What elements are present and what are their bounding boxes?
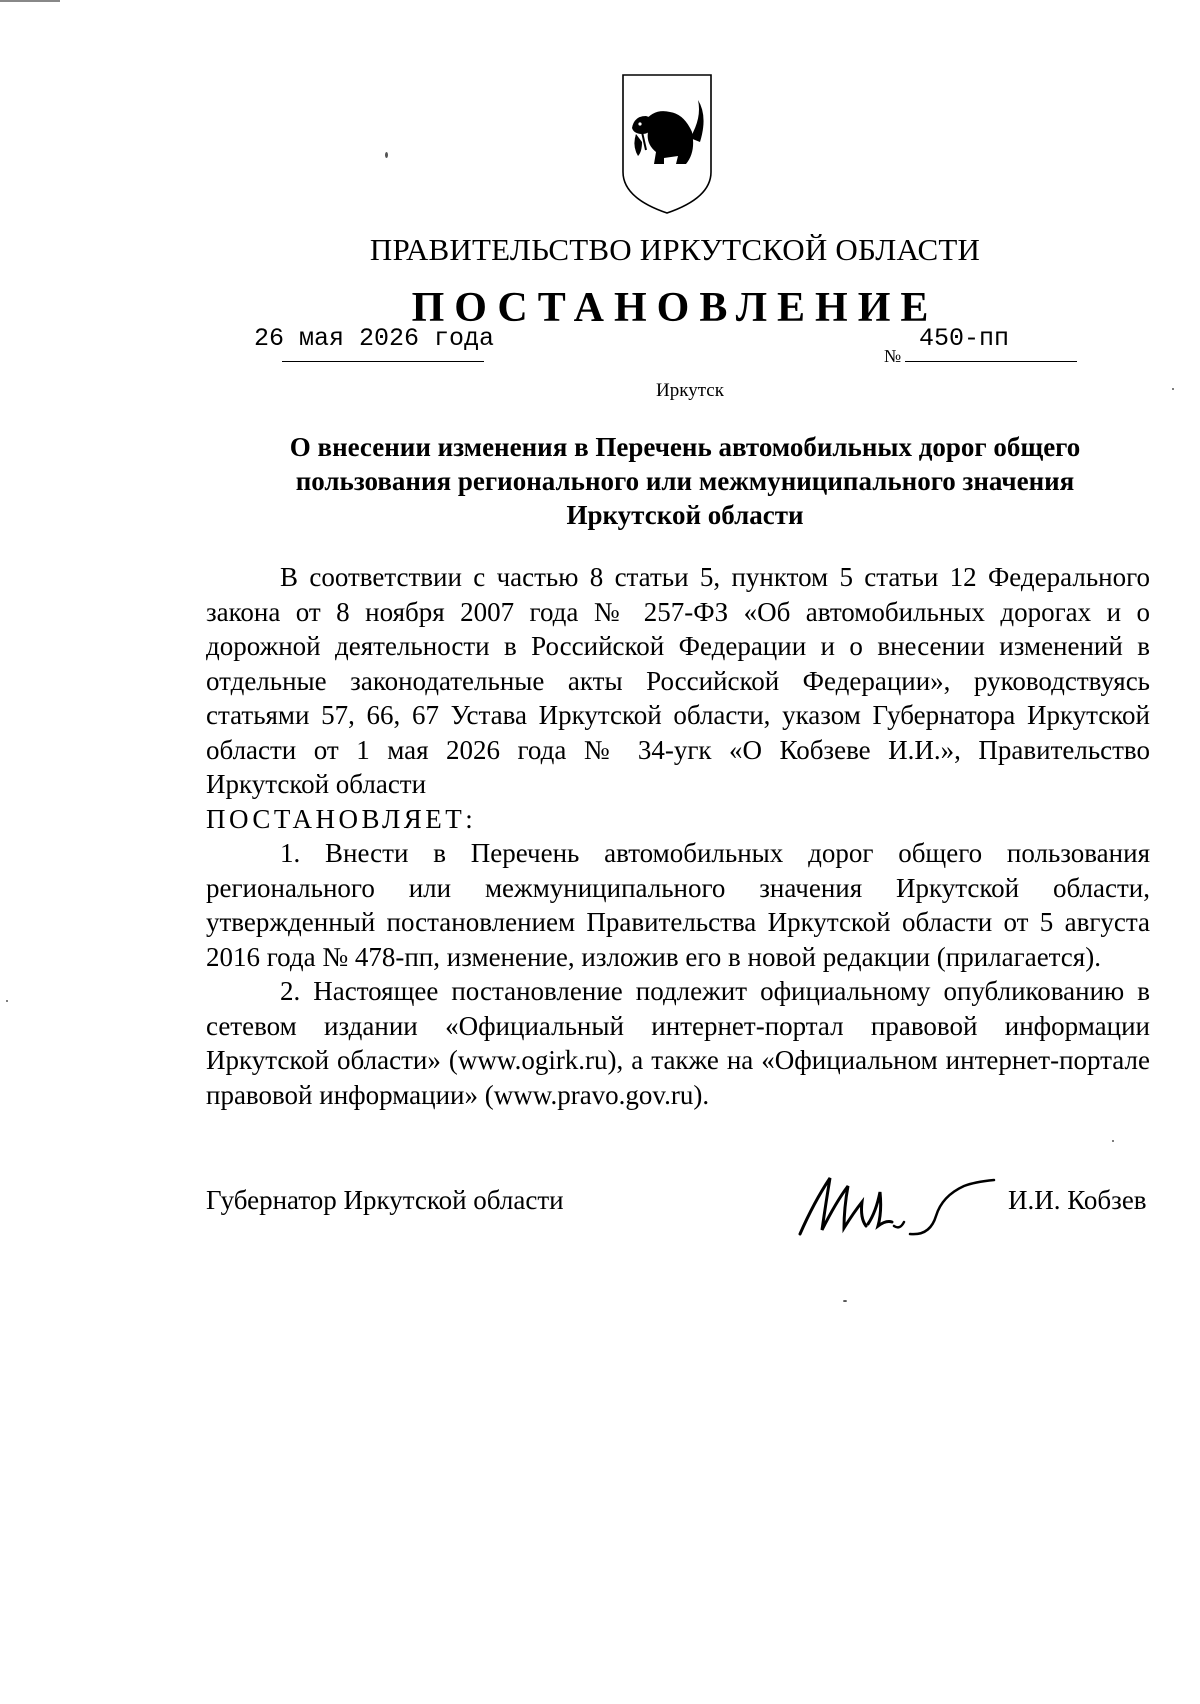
signatory-position: Губернатор Иркутской области xyxy=(206,1185,564,1215)
number-sign: № xyxy=(884,346,902,366)
item-1-paragraph: 1. Внести в Перечень автомобильных дорог общего пользования регионального или межмуниципального значения Иркутской области, утвержденный постановлением Правительства Иркутской области от 5 августа 2016 года № 478-пп, изменение, изложив его в новой редакции (прилагается). xyxy=(206,838,1150,972)
document-title: О внесении изменения в Перечень автомобильных дорог общего пользования регионального или межмуниципального значения Иркутской области xyxy=(289,432,1081,530)
document-type: ПОСТАНОВЛЕНИЕ xyxy=(411,285,939,331)
resolves-heading: ПОСТАНОВЛЯЕТ: xyxy=(206,803,477,834)
scan-speck xyxy=(1112,1140,1114,1142)
coat-of-arms-icon xyxy=(620,72,714,216)
scan-edge-line xyxy=(0,0,60,2)
signatory-name: И.И. Кобзев xyxy=(1008,1185,1147,1215)
scan-speck xyxy=(843,1300,847,1302)
scan-speck xyxy=(1172,388,1174,390)
organization-name: ПРАВИТЕЛЬСТВО ИРКУТСКОЙ ОБЛАСТИ xyxy=(369,232,981,267)
scan-speck xyxy=(385,152,388,158)
scan-speck xyxy=(6,1000,8,1002)
number-underline xyxy=(905,361,1077,362)
handwritten-signature xyxy=(796,1172,996,1242)
item-2-paragraph: 2. Настоящее постановление подлежит официальному опубликованию в сетевом издании «Официальный интернет-портал правовой информации Иркутской области» (www.ogirk.ru), а также на «Официальном интернет-портале правовой информации» (www.pravo.gov.ru). xyxy=(206,976,1150,1110)
city-name: Иркутск xyxy=(656,380,724,401)
document-body xyxy=(206,560,1150,1112)
date-underline xyxy=(282,361,484,362)
document-number: 450-пп xyxy=(919,324,1010,353)
document-date: 26 мая 2026 года xyxy=(254,324,495,353)
preamble-paragraph: В соответствии с частью 8 статьи 5, пунктом 5 статьи 12 Федерального закона от 8 ноября 2007 года № 257-ФЗ «Об автомобильных дорогах и о дорожной деятельности в Российской Федерации и о внесении изменений в отдельные законодательные акты Российской Федерации», руководствуясь статьями 57, 66, 67 Устава Иркутской области, указом Губернатора Иркутской области от 1 мая 2026 года № 34-угк «О Кобзеве И.И.», Правительство Иркутской области xyxy=(206,562,1150,799)
